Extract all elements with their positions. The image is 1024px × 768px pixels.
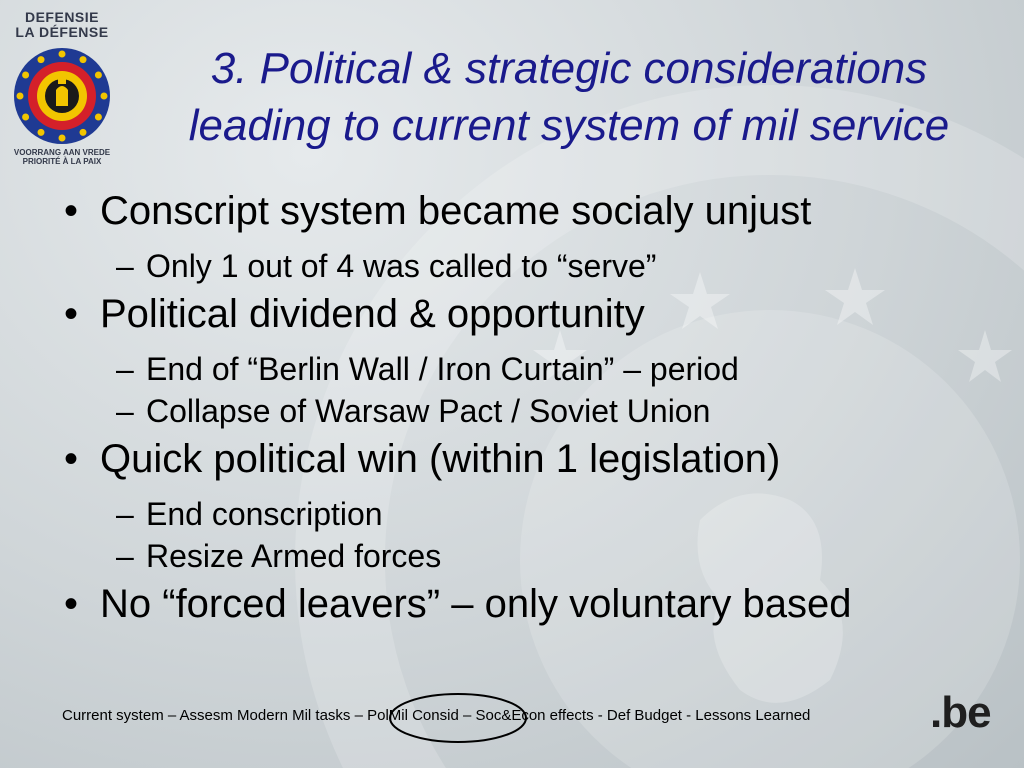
slide-title (124, 40, 1014, 154)
logo-title-french: LA DÉFENSE (15, 24, 109, 40)
sub-bullet-text: Collapse of Warsaw Pact / Soviet Union (146, 393, 711, 429)
logo-title-dutch: DEFENSIE (24, 9, 99, 25)
footer-navigation: Current system – Assesm Modern Mil tasks – PolMil Consid – Soc&Econ effects - Def Budget - Lessons Learned (62, 707, 811, 724)
sub-bullet-dash: – (116, 496, 134, 532)
sub-bullet-item (58, 493, 998, 535)
be-logo: .be (930, 688, 991, 737)
sub-bullet-item (58, 348, 998, 390)
bullet-list (58, 184, 998, 629)
sub-bullet-text: End of “Berlin Wall / Iron Curtain” – period (146, 351, 739, 387)
bullet-item: • No “forced leavers” – only voluntary based (58, 579, 998, 629)
sub-bullet-text: Resize Armed forces (146, 538, 442, 574)
sub-bullet-dash: – (116, 393, 134, 429)
slide-title-line1: 3. Political & strategic considerations (210, 44, 928, 93)
sub-bullet-dash: – (116, 351, 134, 387)
bullet-item: • Conscript system became socialy unjust (58, 186, 998, 236)
sub-bullet-dash: – (116, 248, 134, 284)
defense-logo (8, 8, 116, 166)
logo-motto-french: PRIORITÉ À LA PAIX (22, 157, 102, 166)
belgian-defense-emblem-icon (12, 46, 112, 146)
footer-highlight-circle (388, 692, 528, 744)
logo-motto-dutch: VOORRANG AAN VREDE (13, 148, 111, 157)
sub-bullet-dash: – (116, 538, 134, 574)
sub-bullet-item (58, 535, 998, 577)
sub-bullet-item (58, 390, 998, 432)
sub-bullet-text: End conscription (146, 496, 383, 532)
bullet-item: • Political dividend & opportunity (58, 289, 998, 339)
sub-bullet-text: Only 1 out of 4 was called to “serve” (146, 248, 657, 284)
sub-bullet-item (58, 245, 998, 287)
bullet-item: • Quick political win (within 1 legislation) (58, 434, 998, 484)
slide-title-line2: leading to current system of mil service (188, 101, 950, 150)
